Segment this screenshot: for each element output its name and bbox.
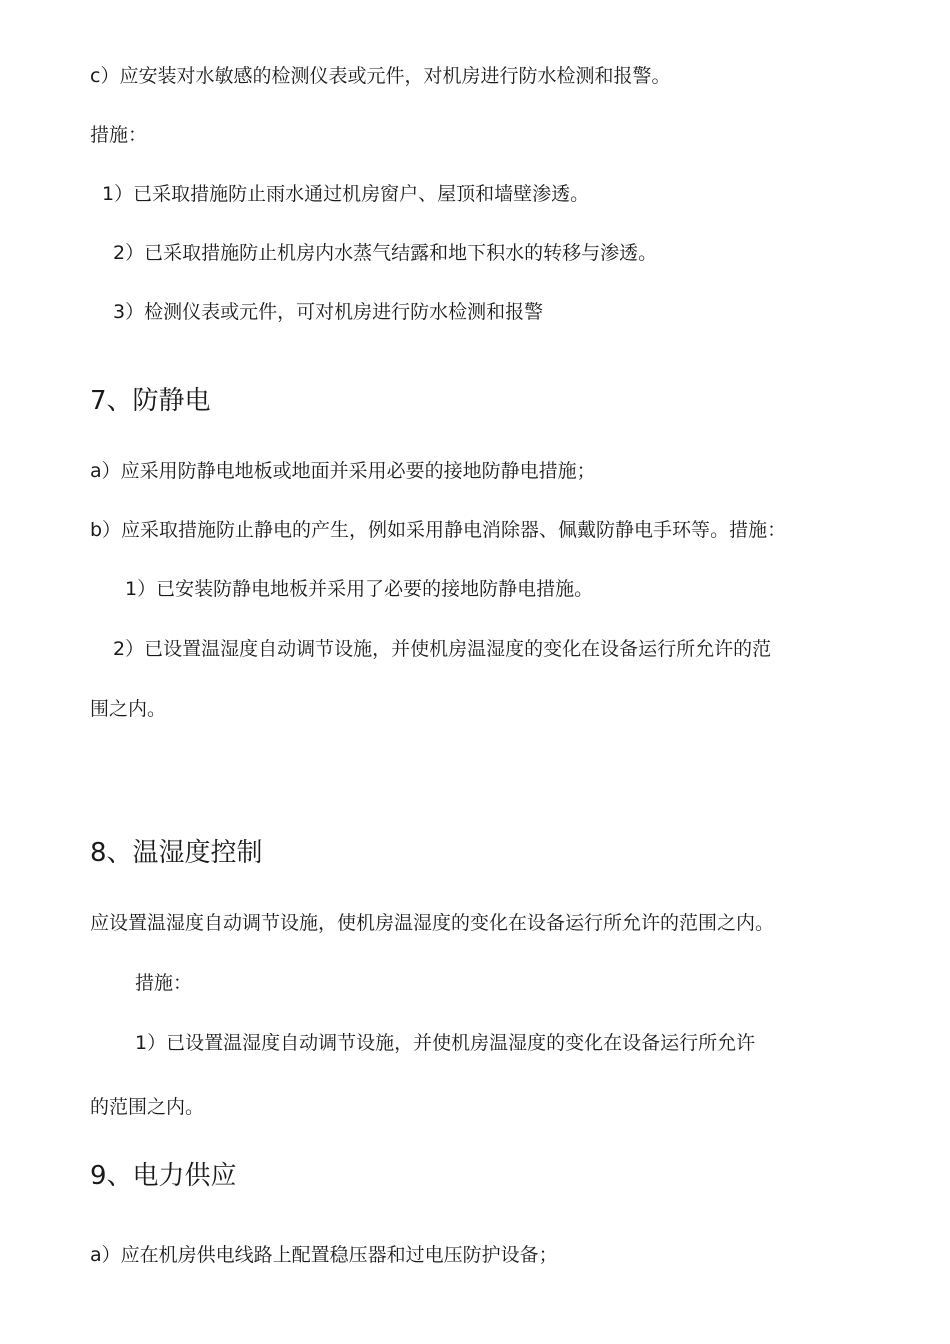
antistatic-requirement-b: b）应采取措施防止静电的产生，例如采用静电消除器、佩戴防静电手环等。措施：	[90, 519, 787, 541]
section-8-heading: 8、温湿度控制	[90, 838, 263, 868]
antistatic-measure-1: 1）已安装防静电地板并采用了必要的接地防静电措施。	[125, 578, 594, 600]
antistatic-measure-2-line2: 围之内。	[90, 698, 167, 720]
antistatic-measure-2-line1: 2）已设置温湿度自动调节设施，并使机房温湿度的变化在设备运行所允许的范	[113, 638, 772, 660]
power-requirement-a: a）应在机房供电线路上配置稳压器和过电压防护设备；	[90, 1244, 558, 1266]
water-measure-1: 1）已采取措施防止雨水通过机房窗户、屋顶和墙壁渗透。	[102, 183, 590, 205]
humidity-requirement: 应设置温湿度自动调节设施，使机房温湿度的变化在设备运行所允许的范围之内。	[90, 912, 775, 934]
water-measure-3: 3）检测仪表或元件，可对机房进行防水检测和报警	[113, 301, 544, 323]
water-measures-label: 措施：	[90, 124, 148, 146]
humidity-measure-1-line2: 的范围之内。	[90, 1096, 205, 1118]
humidity-measure-1-line1: 1）已设置温湿度自动调节设施，并使机房温湿度的变化在设备运行所允许	[135, 1032, 756, 1054]
antistatic-requirement-a: a）应采用防静电地板或地面并采用必要的接地防静电措施；	[90, 460, 596, 482]
section-9-heading: 9、电力供应	[90, 1161, 237, 1191]
water-requirement-c: c）应安装对水敏感的检测仪表或元件，对机房进行防水检测和报警。	[90, 65, 671, 87]
section-7-heading: 7、防静电	[90, 386, 211, 416]
humidity-measures-label: 措施：	[135, 972, 193, 994]
water-measure-2: 2）已采取措施防止机房内水蒸气结露和地下积水的转移与渗透。	[113, 242, 658, 264]
